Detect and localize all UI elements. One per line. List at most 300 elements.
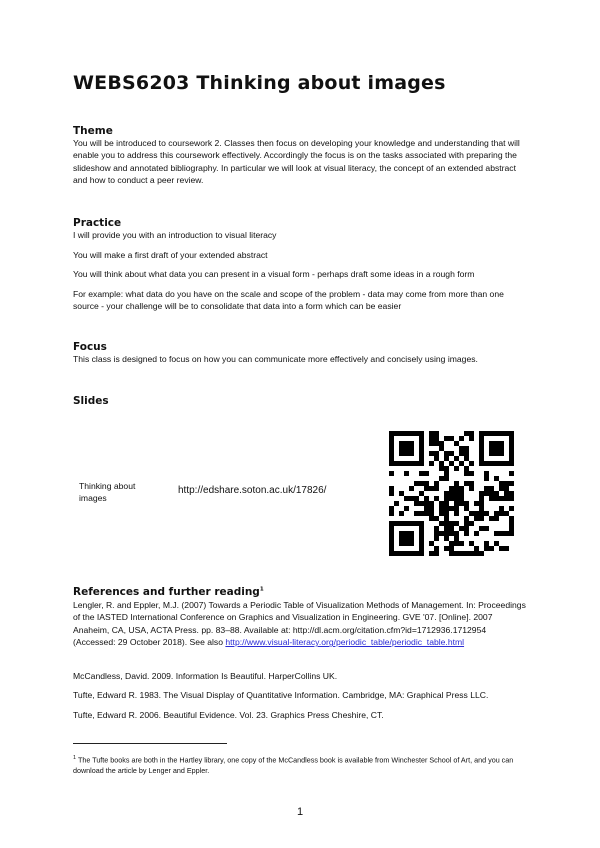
qr-module [419, 526, 424, 531]
qr-module [469, 431, 474, 436]
qr-module [464, 526, 469, 531]
qr-module [459, 491, 464, 496]
qr-module [454, 551, 459, 556]
qr-module [389, 446, 394, 451]
qr-module [479, 436, 484, 441]
qr-module [504, 431, 509, 436]
reference-item: Tufte, Edward R. 2006. Beautiful Evidence. Vol. 23. Graphics Press Cheshire, CT. [73, 710, 384, 720]
qr-module [404, 531, 409, 536]
qr-module [469, 461, 474, 466]
qr-module [479, 456, 484, 461]
qr-module [439, 521, 444, 526]
theme-heading: Theme [73, 125, 113, 137]
qr-module [494, 541, 499, 546]
qr-module [494, 431, 499, 436]
qr-module [464, 531, 469, 536]
qr-module [454, 531, 459, 536]
qr-module [449, 496, 454, 501]
qr-module [479, 551, 484, 556]
qr-module [479, 441, 484, 446]
qr-module [459, 451, 464, 456]
qr-module [434, 486, 439, 491]
qr-module [389, 506, 394, 511]
qr-module [439, 506, 444, 511]
qr-module [449, 541, 454, 546]
qr-module [484, 526, 489, 531]
slides-label: Thinking about images [79, 481, 136, 504]
qr-module [459, 446, 464, 451]
qr-module [484, 471, 489, 476]
qr-module [494, 441, 499, 446]
qr-module [394, 551, 399, 556]
qr-module [479, 511, 484, 516]
qr-module [414, 431, 419, 436]
qr-module [429, 506, 434, 511]
qr-module [474, 531, 479, 536]
qr-module [504, 546, 509, 551]
reference-item: Lengler, R. and Eppler, M.J. (2007) Towards a Periodic Table of Visualization Methods of Management. In: Proceedings of the IASTED International Conference on Graphics and Visualization in Engineering. GVE '07. [Online]. 2007 Anaheim, CA, USA, ACTA Press. pp. 83–88. Available at: http://dl.acm.org/citation.cfm?id=1712936.1712954 (Accessed: 29 October 2018). See also http://www.visual-literacy.org/periodic_table/periodic_table.html [73, 600, 526, 648]
qr-module [499, 451, 504, 456]
qr-module [409, 441, 414, 446]
qr-module [454, 501, 459, 506]
qr-module [469, 541, 474, 546]
qr-module [489, 486, 494, 491]
footnote: $^1$ The Tufte books are both in the Hartley library, one copy of the McCandless book is available from Winchester School of Art, and you can download the article by Lenger and Eppler. [73, 755, 514, 776]
qr-module [509, 506, 514, 511]
qr-module [389, 511, 394, 516]
qr-module [459, 551, 464, 556]
qr-module [389, 486, 394, 491]
qr-module [499, 486, 504, 491]
qr-module [434, 516, 439, 521]
qr-module [444, 511, 449, 516]
qr-module [429, 501, 434, 506]
qr-module [509, 431, 514, 436]
qr-module [469, 521, 474, 526]
qr-module [499, 546, 504, 551]
qr-module [404, 471, 409, 476]
qr-module [434, 551, 439, 556]
qr-module [389, 431, 394, 436]
qr-module [464, 466, 469, 471]
qr-module [484, 476, 489, 481]
qr-module [404, 536, 409, 541]
qr-module [389, 456, 394, 461]
qr-module [439, 441, 444, 446]
page-title: WEBS6203 Thinking about images [73, 72, 446, 94]
qr-module [509, 461, 514, 466]
qr-module [454, 511, 459, 516]
qr-module [459, 496, 464, 501]
qr-module [509, 471, 514, 476]
qr-module [424, 511, 429, 516]
slides-url[interactable]: http://edshare.soton.ac.uk/17826/ [178, 485, 327, 496]
qr-module [504, 531, 509, 536]
qr-module [494, 496, 499, 501]
qr-module [464, 516, 469, 521]
qr-module [494, 516, 499, 521]
qr-module [419, 491, 424, 496]
qr-module [409, 531, 414, 536]
qr-module [489, 516, 494, 521]
qr-module [389, 521, 394, 526]
qr-module [489, 546, 494, 551]
qr-module [409, 431, 414, 436]
qr-module [484, 511, 489, 516]
qr-module [504, 491, 509, 496]
qr-module [449, 451, 454, 456]
qr-module [389, 461, 394, 466]
qr-module [444, 496, 449, 501]
qr-module [444, 526, 449, 531]
qr-module [454, 536, 459, 541]
qr-module [444, 436, 449, 441]
qr-module [504, 486, 509, 491]
qr-module [404, 541, 409, 546]
qr-module [399, 446, 404, 451]
qr-module [424, 486, 429, 491]
qr-module [444, 476, 449, 481]
qr-module [464, 501, 469, 506]
qr-module [414, 551, 419, 556]
qr-module [389, 471, 394, 476]
qr-module [474, 501, 479, 506]
qr-module [389, 491, 394, 496]
qr-module [409, 551, 414, 556]
qr-module [389, 441, 394, 446]
qr-module [389, 526, 394, 531]
qr-module [409, 451, 414, 456]
qr-module [494, 491, 499, 496]
qr-module [419, 536, 424, 541]
qr-module [479, 431, 484, 436]
qr-module [474, 551, 479, 556]
qr-module [424, 506, 429, 511]
qr-module [439, 461, 444, 466]
qr-module [484, 491, 489, 496]
qr-module [419, 456, 424, 461]
qr-module [414, 481, 419, 486]
qr-module [399, 431, 404, 436]
qr-module [494, 511, 499, 516]
qr-module [499, 496, 504, 501]
qr-module [404, 506, 409, 511]
qr-module [454, 466, 459, 471]
qr-module [464, 451, 469, 456]
qr-module [419, 521, 424, 526]
qr-module [399, 536, 404, 541]
qr-module [499, 511, 504, 516]
qr-module [479, 526, 484, 531]
qr-code-icon [389, 431, 514, 556]
qr-module [419, 446, 424, 451]
qr-module [484, 431, 489, 436]
slides-heading: Slides [73, 395, 109, 407]
qr-module [444, 516, 449, 521]
qr-module [464, 456, 469, 461]
qr-module [489, 491, 494, 496]
qr-module [464, 521, 469, 526]
qr-module [404, 551, 409, 556]
footnote-ref[interactable]: 1 [259, 586, 264, 593]
qr-module [434, 441, 439, 446]
qr-module [434, 496, 439, 501]
qr-module [489, 446, 494, 451]
qr-module [454, 521, 459, 526]
qr-module [449, 506, 454, 511]
qr-module [434, 546, 439, 551]
qr-module [434, 431, 439, 436]
reference-item: McCandless, David. 2009. Information Is Beautiful. HarperCollins UK. [73, 671, 338, 681]
qr-module [484, 461, 489, 466]
qr-module [394, 431, 399, 436]
practice-item: You will make a first draft of your extended abstract [73, 250, 268, 260]
qr-module [449, 531, 454, 536]
qr-module [494, 451, 499, 456]
qr-module [489, 431, 494, 436]
qr-module [419, 541, 424, 546]
qr-module [494, 476, 499, 481]
qr-module [429, 486, 434, 491]
qr-module [444, 536, 449, 541]
qr-module [479, 451, 484, 456]
qr-module [474, 546, 479, 551]
qr-module [454, 541, 459, 546]
qr-module [469, 551, 474, 556]
qr-module [429, 516, 434, 521]
qr-module [409, 521, 414, 526]
qr-module [499, 531, 504, 536]
qr-module [429, 541, 434, 546]
qr-module [434, 481, 439, 486]
qr-module [449, 521, 454, 526]
qr-module [464, 481, 469, 486]
qr-module [469, 511, 474, 516]
qr-module [409, 536, 414, 541]
qr-module [399, 511, 404, 516]
qr-module [489, 451, 494, 456]
qr-module [389, 536, 394, 541]
qr-module [399, 451, 404, 456]
qr-module [464, 431, 469, 436]
qr-module [409, 461, 414, 466]
qr-module [404, 461, 409, 466]
qr-module [409, 541, 414, 546]
qr-module [419, 481, 424, 486]
qr-module [489, 496, 494, 501]
qr-module [449, 461, 454, 466]
qr-module [439, 531, 444, 536]
qr-module [414, 511, 419, 516]
qr-module [424, 501, 429, 506]
qr-module [419, 471, 424, 476]
qr-module [404, 431, 409, 436]
qr-module [389, 551, 394, 556]
qr-module [509, 516, 514, 521]
qr-module [469, 436, 474, 441]
qr-module [434, 531, 439, 536]
qr-module [434, 536, 439, 541]
qr-module [399, 461, 404, 466]
qr-module [389, 436, 394, 441]
qr-module [509, 436, 514, 441]
qr-module [444, 471, 449, 476]
qr-module [509, 441, 514, 446]
qr-module [484, 486, 489, 491]
qr-module [449, 486, 454, 491]
qr-module [434, 526, 439, 531]
qr-module [389, 541, 394, 546]
qr-module [489, 461, 494, 466]
qr-module [444, 451, 449, 456]
qr-module [419, 551, 424, 556]
qr-module [399, 531, 404, 536]
qr-module [439, 476, 444, 481]
qr-module [504, 511, 509, 516]
qr-module [429, 551, 434, 556]
qr-module [399, 551, 404, 556]
qr-module [424, 471, 429, 476]
qr-module [389, 531, 394, 536]
qr-module [424, 481, 429, 486]
practice-heading: Practice [73, 217, 122, 229]
qr-module [474, 511, 479, 516]
qr-module [504, 496, 509, 501]
qr-module [424, 496, 429, 501]
qr-module [394, 501, 399, 506]
qr-module [454, 496, 459, 501]
qr-module [464, 551, 469, 556]
qr-module [444, 491, 449, 496]
qr-module [464, 446, 469, 451]
qr-module [434, 451, 439, 456]
qr-module [469, 486, 474, 491]
qr-module [389, 546, 394, 551]
qr-module [459, 541, 464, 546]
qr-module [404, 446, 409, 451]
qr-module [449, 491, 454, 496]
qr-module [509, 491, 514, 496]
qr-module [454, 491, 459, 496]
qr-module [409, 486, 414, 491]
theme-text: You will be introduced to coursework 2. Classes then focus on developing your knowledge and understanding that will enable you to address this coursework effectively. Accordingly the focus is on the tasks associated with preparing the slideshow and annotated bibliography. In particular we will look at visual literacy, the concept of an extended abstract and how to conduct a peer review. [73, 138, 520, 186]
qr-module [464, 471, 469, 476]
qr-module [419, 501, 424, 506]
qr-module [429, 461, 434, 466]
qr-module [479, 501, 484, 506]
qr-module [484, 541, 489, 546]
qr-module [439, 501, 444, 506]
page-number: 1 [296, 806, 304, 818]
qr-module [429, 451, 434, 456]
practice-item: For example: what data do you have on the scale and scope of the problem - data may come from more than one source - your challenge will be to consolidate that data into a form which can be easier [73, 289, 504, 312]
qr-module [419, 531, 424, 536]
qr-module [459, 486, 464, 491]
qr-module [444, 521, 449, 526]
qr-module [494, 531, 499, 536]
references-heading: References and further reading$^1$ [73, 586, 264, 598]
qr-module [499, 506, 504, 511]
qr-module [479, 506, 484, 511]
qr-module [444, 501, 449, 506]
qr-module [399, 521, 404, 526]
qr-module [464, 506, 469, 511]
qr-module [449, 436, 454, 441]
qr-module [404, 496, 409, 501]
qr-module [499, 461, 504, 466]
qr-module [444, 531, 449, 536]
qr-module [429, 511, 434, 516]
practice-item: I will provide you with an introduction to visual literacy [73, 230, 277, 240]
qr-module [459, 461, 464, 466]
qr-module [404, 451, 409, 456]
qr-module [484, 546, 489, 551]
qr-module [434, 436, 439, 441]
qr-module [509, 521, 514, 526]
qr-module [509, 531, 514, 536]
qr-module [444, 456, 449, 461]
qr-module [499, 441, 504, 446]
qr-module [429, 436, 434, 441]
qr-module [454, 456, 459, 461]
qr-module [409, 446, 414, 451]
qr-module [444, 506, 449, 511]
qr-module [494, 461, 499, 466]
qr-module [479, 446, 484, 451]
qr-module [504, 481, 509, 486]
qr-module [454, 486, 459, 491]
qr-module [509, 446, 514, 451]
qr-module [479, 491, 484, 496]
qr-module [509, 456, 514, 461]
qr-module [439, 446, 444, 451]
qr-module [499, 431, 504, 436]
qr-module [419, 546, 424, 551]
qr-module [394, 461, 399, 466]
practice-item: You will think about what data you can present in a visual form - perhaps draft some ideas in a rough form [73, 269, 475, 279]
qr-module [404, 441, 409, 446]
qr-module [444, 466, 449, 471]
qr-module [449, 526, 454, 531]
qr-module [474, 516, 479, 521]
qr-module [499, 446, 504, 451]
qr-module [419, 436, 424, 441]
qr-module [489, 441, 494, 446]
focus-text: This class is designed to focus on how you can communicate more effectively and concisely using images. [73, 354, 478, 364]
qr-module [479, 496, 484, 501]
qr-module [414, 496, 419, 501]
qr-module [509, 496, 514, 501]
qr-module [504, 461, 509, 466]
qr-module [419, 441, 424, 446]
qr-module [459, 526, 464, 531]
qr-module [429, 441, 434, 446]
qr-module [399, 541, 404, 546]
periodic-table-link[interactable]: http://www.visual-literacy.org/periodic_table/periodic_table.html [225, 637, 465, 648]
footnote-divider [73, 743, 227, 744]
qr-module [389, 451, 394, 456]
qr-module [509, 451, 514, 456]
qr-module [469, 471, 474, 476]
qr-module [419, 461, 424, 466]
qr-module [454, 441, 459, 446]
qr-module [414, 521, 419, 526]
qr-module [459, 436, 464, 441]
qr-module [459, 501, 464, 506]
qr-module [414, 461, 419, 466]
qr-module [469, 481, 474, 486]
qr-module [399, 491, 404, 496]
